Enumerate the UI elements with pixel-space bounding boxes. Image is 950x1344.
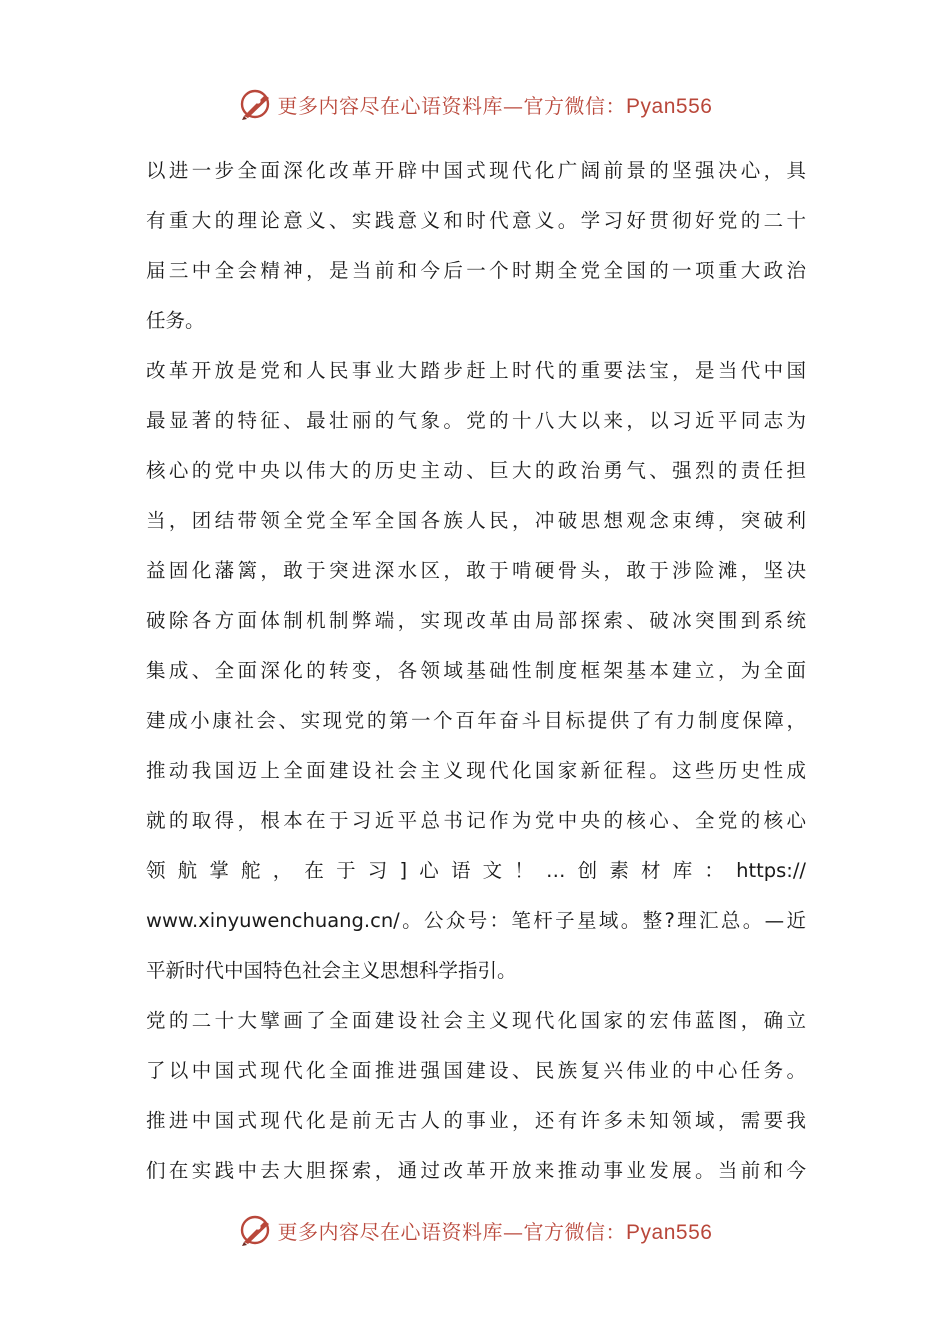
text-line: 领航掌舵，在于习]心语文！…创素材库：https://: [146, 859, 806, 882]
footer-banner: [0, 1208, 950, 1252]
header-banner-wechat-label: 官方微信：: [523, 93, 627, 118]
text-line: 们在实践中去大胆探索，通过改革开放来推动事业发展。当前和今: [146, 1159, 806, 1182]
header-banner-title: 更多内容尽在心语资料库: [277, 93, 504, 118]
paragraph-1: [146, 146, 806, 346]
footer-banner-text: [278, 1216, 713, 1245]
text-line: 建成小康社会、实现党的第一个百年奋斗目标提供了有力制度保障，: [146, 709, 806, 732]
text-line: 有重大的理论意义、实践意义和时代意义。学习好贯彻好党的二十: [146, 209, 806, 232]
text-line: 益固化藩篱，敢于突进深水区，敢于啃硬骨头，敢于涉险滩，坚决: [146, 559, 806, 582]
footer-banner-title: 更多内容尽在心语资料库: [277, 1219, 504, 1244]
text-line: 党的二十大擘画了全面建设社会主义现代化国家的宏伟蓝图，确立: [146, 1009, 806, 1032]
header-banner-text: [278, 90, 713, 119]
paragraph-3: [146, 996, 806, 1196]
paragraph-2: [146, 346, 806, 996]
text-line: 集成、全面深化的转变，各领域基础性制度框架基本建立，为全面: [146, 659, 806, 682]
text-line: 核心的党中央以伟大的历史主动、巨大的政治勇气、强烈的责任担: [146, 459, 806, 482]
text-line: 破除各方面体制机制弊端，实现改革由局部探索、破冰突围到系统: [146, 609, 806, 632]
text-line: 推动我国迈上全面建设社会主义现代化国家新征程。这些历史性成: [146, 759, 806, 782]
text-line: 推进中国式现代化是前无古人的事业，还有许多未知领域，需要我: [146, 1109, 806, 1132]
text-line: 平新时代中国特色社会主义思想科学指引。: [146, 959, 517, 982]
text-line: 了以中国式现代化全面推进强国建设、民族复兴伟业的中心任务。: [146, 1059, 806, 1082]
text-line: 届三中全会精神，是当前和今后一个时期全党全国的一项重大政治: [146, 259, 806, 282]
document-body: [146, 146, 806, 1196]
text-line: 任务。: [146, 309, 205, 332]
header-banner-wechat-handle: Pyan556: [626, 94, 713, 118]
text-line: www.xinyuwenchuang.cn/。公众号：笔杆子星域。整?理汇总。—近: [146, 909, 806, 932]
text-line: 改革开放是党和人民事业大踏步赶上时代的重要法宝，是当代中国: [146, 359, 806, 382]
header-banner-separator: —: [503, 93, 524, 118]
text-line: 最显著的特征、最壮丽的气象。党的十八大以来，以习近平同志为: [146, 409, 806, 432]
header-banner: [0, 82, 950, 126]
text-line: 就的取得，根本在于习近平总书记作为党中央的核心、全党的核心: [146, 809, 806, 832]
text-line: 以进一步全面深化改革开辟中国式现代化广阔前景的坚强决心，具: [146, 159, 806, 182]
footer-banner-wechat-label: 官方微信：: [523, 1219, 627, 1244]
footer-banner-separator: —: [503, 1219, 524, 1244]
footer-banner-wechat-handle: Pyan556: [626, 1220, 713, 1244]
pen-circle-logo-icon: [238, 86, 274, 122]
text-line: 当，团结带领全党全军全国各族人民，冲破思想观念束缚，突破利: [146, 509, 806, 532]
pen-circle-logo-icon: [238, 1212, 274, 1248]
